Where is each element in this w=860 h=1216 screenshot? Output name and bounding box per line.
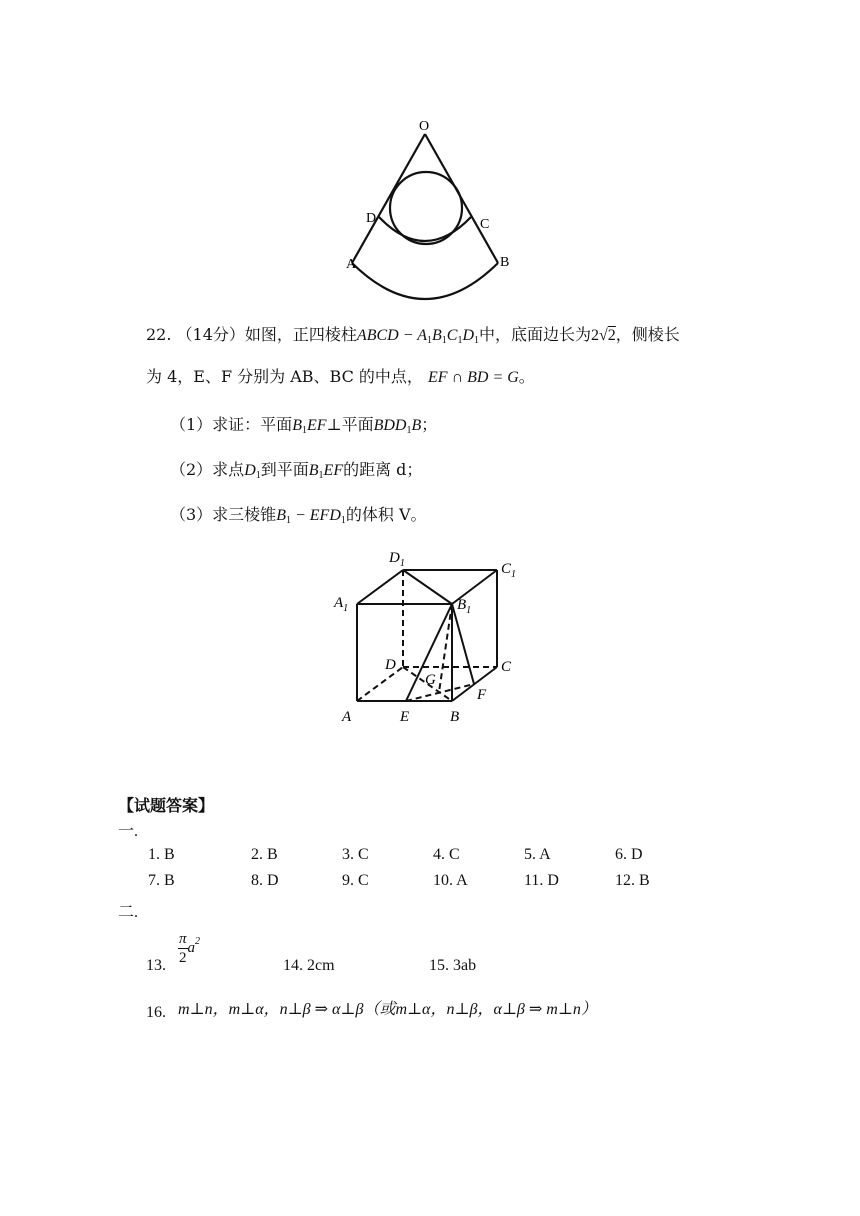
q22-line1 xyxy=(146,322,680,346)
q22-text1: 中，底面边长为 xyxy=(479,325,592,344)
label-b: B xyxy=(450,709,460,725)
q22-part3: （3）求三棱锥$B_1 - EFD_1$的体积 V。 xyxy=(170,505,427,526)
q22-intro: （14分）如图，正四棱柱 xyxy=(176,325,357,344)
answer-11: 11. D xyxy=(524,872,559,889)
outer-arc-ab xyxy=(352,263,498,299)
plane-bdd1b: $BDD_1B$ xyxy=(373,417,422,436)
point-d1: $D_1$ xyxy=(244,462,261,481)
prism-figure xyxy=(328,545,528,735)
label-o: O xyxy=(419,119,430,134)
q22-line2 xyxy=(146,364,535,387)
sector-edge-oa xyxy=(352,134,425,263)
answer-5: 5. A xyxy=(524,846,551,863)
label-d: D xyxy=(385,657,396,673)
answer-13-expr: $\frac{\pi}{2}$ $a^2$ xyxy=(179,931,201,966)
answer-6: 6. D xyxy=(615,846,643,863)
label-d: D xyxy=(366,211,377,226)
label-d1: $D_1$ xyxy=(389,550,405,569)
answer-12: 12. B xyxy=(615,872,650,889)
answer-2: 2. B xyxy=(251,846,278,863)
q22-part1: （1）求证：平面$B_1EF\perp$平面$BDD_1B$； xyxy=(170,415,438,436)
answer-3: 3. C xyxy=(342,846,369,863)
answer-15: 15. 3ab xyxy=(429,957,477,974)
answer-14: 14. 2cm xyxy=(283,957,335,974)
q22-line2-text: 为 4，E、F 分别为 AB、BC 的中点， xyxy=(146,367,423,386)
label-c1: $C_1$ xyxy=(501,561,517,580)
label-b1: $B_1$ xyxy=(457,597,472,616)
section-2-label: 二. xyxy=(118,904,139,921)
q22-number: 22. xyxy=(146,325,172,344)
plane-b1ef: $B_1EF$ xyxy=(292,417,327,436)
answer-9: 9. C xyxy=(342,872,369,889)
prism-name: ABCD − $A_1B_1C_1D_1$ xyxy=(356,327,479,346)
label-a: A xyxy=(342,709,352,725)
label-a: A xyxy=(346,257,357,272)
sector-figure xyxy=(330,110,530,310)
q22-line2-end: 。 xyxy=(518,367,535,386)
label-e: E xyxy=(400,709,410,725)
q22-text2: ，侧棱长 xyxy=(615,325,680,344)
inscribed-circle xyxy=(390,172,462,244)
answer-1: 1. B xyxy=(148,846,175,863)
plane-b1ef-2: $B_1EF$ xyxy=(308,462,344,481)
answer-16-text: m⊥n，m⊥α，n⊥β ⇒ α⊥β（或m⊥α，n⊥β，α⊥β ⇒ m⊥n） xyxy=(178,1001,597,1018)
label-c: C xyxy=(480,217,490,232)
intersection-condition: EF ∩ BD = G xyxy=(428,369,519,386)
answer-13-label: 13. xyxy=(146,957,166,974)
answer-16-label: 16. xyxy=(146,1004,166,1021)
fraction-pi-over-2: $\frac{\pi}{2}$ xyxy=(179,931,187,966)
answer-8: 8. D xyxy=(251,872,279,889)
answer-7: 7. B xyxy=(148,872,175,889)
label-g: G xyxy=(425,672,436,688)
pyramid-b1efd1: $B_1 - EFD_1$ xyxy=(276,507,346,526)
answers-heading: 【试题答案】 xyxy=(118,796,215,815)
side-length: 2√2 xyxy=(591,327,616,344)
label-f: F xyxy=(477,687,487,703)
q22-part2: （2）求点$D_1$到平面$B_1EF$的距离 d； xyxy=(170,460,423,481)
label-b: B xyxy=(500,255,510,270)
answer-10: 10. A xyxy=(433,872,468,889)
section-1-label: 一. xyxy=(118,823,139,840)
label-c: C xyxy=(501,659,512,675)
answer-4: 4. C xyxy=(433,846,460,863)
label-a1: $A_1$ xyxy=(334,595,349,614)
